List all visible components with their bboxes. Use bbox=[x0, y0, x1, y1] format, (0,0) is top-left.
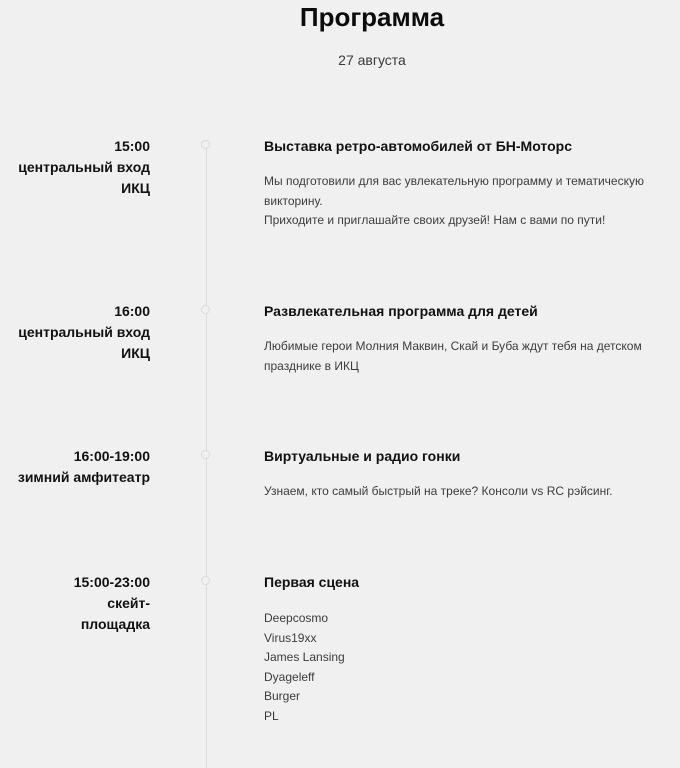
event-place: зимний амфитеатр bbox=[17, 469, 150, 485]
artist-list bbox=[264, 609, 345, 726]
event-place: центральный вход ИКЦ bbox=[18, 159, 150, 196]
list-item: Deepcosmo bbox=[264, 611, 329, 625]
event-description-line: Любимые герои Молния Маквин, Скай и Буба ждут тебя на детском празднике в ИКЦ bbox=[264, 339, 642, 373]
list-item: PL bbox=[264, 708, 279, 723]
event-place: скейт-площадка bbox=[80, 595, 150, 632]
event-time: 16:00-19:00 bbox=[73, 448, 150, 464]
event-place: центральный вход ИКЦ bbox=[18, 324, 150, 361]
event-description bbox=[264, 172, 664, 231]
event-description-line: Приходите и приглашайте своих друзей! Нам с вами по пути! bbox=[264, 213, 606, 227]
list-item: Dyageleff bbox=[264, 669, 315, 684]
list-item: James Lansing bbox=[264, 650, 345, 664]
event-title: Первая сцена bbox=[264, 574, 360, 590]
event-time: 15:00-23:00 bbox=[73, 574, 150, 590]
timeline-dot-icon bbox=[201, 576, 210, 585]
event-description bbox=[264, 337, 664, 376]
list-item: Burger bbox=[264, 689, 301, 703]
timeline-dot-icon bbox=[201, 450, 210, 459]
timeline-dot-icon bbox=[201, 305, 210, 314]
event-title: Выставка ретро-автомобилей от БН-Моторс bbox=[264, 138, 572, 154]
event-description bbox=[264, 482, 664, 502]
event-description-line: Мы подготовили для вас увлекательную программу и тематическую викторину. bbox=[264, 174, 644, 208]
page-title: Программа bbox=[299, 2, 445, 32]
event-time: 15:00 bbox=[114, 138, 150, 154]
event-title: Виртуальные и радио гонки bbox=[264, 448, 461, 464]
event-title: Развлекательная программа для детей bbox=[264, 303, 538, 319]
page-date: 27 августа bbox=[338, 52, 406, 68]
event-time: 16:00 bbox=[114, 303, 150, 319]
event-description-line: Узнаем, кто самый быстрый на треке? Консоли vs RC рэйсинг. bbox=[264, 484, 613, 498]
timeline-dot-icon bbox=[201, 140, 210, 149]
list-item: Virus19xx bbox=[264, 630, 317, 645]
